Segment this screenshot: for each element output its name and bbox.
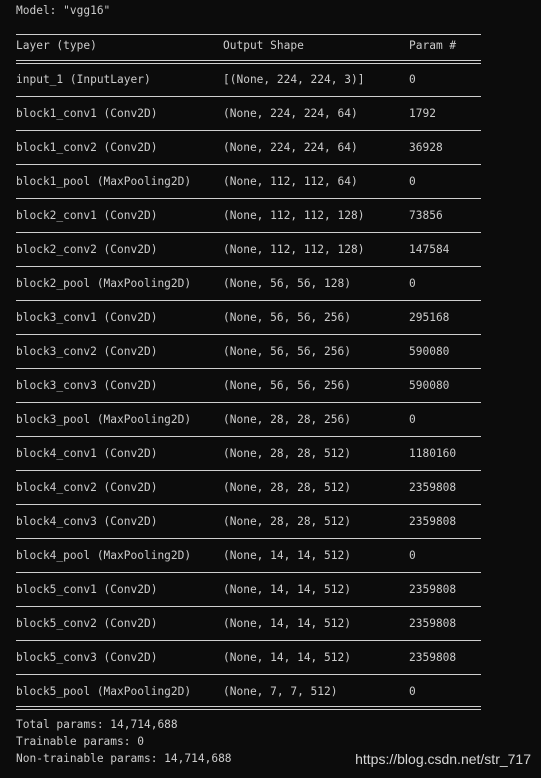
layer-name-cell: block5_conv1 (Conv2D) [16, 583, 158, 596]
layer-name-cell: input_1 (InputLayer) [16, 73, 151, 86]
table-row [0, 515, 541, 529]
header-double-rule [16, 60, 481, 64]
layer-name-cell: block3_conv1 (Conv2D) [16, 311, 158, 324]
param-count-cell: 36928 [409, 141, 443, 154]
row-separator [16, 402, 481, 403]
row-separator [16, 640, 481, 641]
table-row [0, 413, 541, 427]
param-count-cell: 2359808 [409, 651, 457, 664]
output-shape-cell: (None, 14, 14, 512) [223, 651, 351, 664]
param-count-cell: 0 [409, 685, 416, 698]
table-row [0, 243, 541, 257]
param-count-cell: 590080 [409, 345, 450, 358]
layer-name-cell: block5_conv2 (Conv2D) [16, 617, 158, 630]
output-shape-cell: (None, 56, 56, 256) [223, 345, 351, 358]
param-count-cell: 0 [409, 73, 416, 86]
row-separator [16, 674, 481, 675]
non-trainable-params: Non-trainable params: 14,714,688 [16, 752, 232, 765]
trainable-params: Trainable params: 0 [16, 735, 144, 748]
layer-name-cell: block4_conv3 (Conv2D) [16, 515, 158, 528]
header-top-rule [16, 34, 481, 35]
column-header-param: Param # [409, 39, 457, 52]
table-row [0, 447, 541, 461]
param-count-cell: 2359808 [409, 617, 457, 630]
row-separator [16, 232, 481, 233]
table-row [0, 175, 541, 189]
output-shape-cell: (None, 28, 28, 512) [223, 447, 351, 460]
table-row [0, 107, 541, 121]
table-row [0, 583, 541, 597]
row-separator [16, 368, 481, 369]
layer-name-cell: block3_conv2 (Conv2D) [16, 345, 158, 358]
param-count-cell: 0 [409, 277, 416, 290]
footer-double-rule [16, 706, 481, 710]
param-count-cell: 2359808 [409, 481, 457, 494]
param-count-cell: 73856 [409, 209, 443, 222]
output-shape-cell: [(None, 224, 224, 3)] [223, 73, 365, 86]
output-shape-cell: (None, 28, 28, 512) [223, 481, 351, 494]
row-separator [16, 334, 481, 335]
table-row [0, 277, 541, 291]
row-separator [16, 300, 481, 301]
layer-name-cell: block5_pool (MaxPooling2D) [16, 685, 192, 698]
table-row [0, 345, 541, 359]
table-row [0, 651, 541, 665]
layer-name-cell: block1_conv2 (Conv2D) [16, 141, 158, 154]
table-row [0, 311, 541, 325]
row-separator [16, 96, 481, 97]
row-separator [16, 572, 481, 573]
param-count-cell: 147584 [409, 243, 450, 256]
param-count-cell: 1792 [409, 107, 436, 120]
output-shape-cell: (None, 112, 112, 128) [223, 243, 365, 256]
row-separator [16, 164, 481, 165]
layer-name-cell: block2_pool (MaxPooling2D) [16, 277, 192, 290]
param-count-cell: 2359808 [409, 515, 457, 528]
row-separator [16, 606, 481, 607]
watermark-url: https://blog.csdn.net/str_717 [355, 751, 531, 767]
table-row [0, 73, 541, 87]
output-shape-cell: (None, 56, 56, 256) [223, 379, 351, 392]
row-separator [16, 538, 481, 539]
layer-name-cell: block4_conv2 (Conv2D) [16, 481, 158, 494]
layer-name-cell: block1_conv1 (Conv2D) [16, 107, 158, 120]
row-separator [16, 130, 481, 131]
output-shape-cell: (None, 7, 7, 512) [223, 685, 338, 698]
param-count-cell: 295168 [409, 311, 450, 324]
output-shape-cell: (None, 224, 224, 64) [223, 107, 358, 120]
row-separator [16, 504, 481, 505]
layer-name-cell: block4_pool (MaxPooling2D) [16, 549, 192, 562]
row-separator [16, 470, 481, 471]
total-params: Total params: 14,714,688 [16, 718, 178, 731]
row-separator [16, 266, 481, 267]
param-count-cell: 590080 [409, 379, 450, 392]
param-count-cell: 2359808 [409, 583, 457, 596]
table-row [0, 617, 541, 631]
table-row [0, 209, 541, 223]
output-shape-cell: (None, 14, 14, 512) [223, 617, 351, 630]
layer-name-cell: block2_conv2 (Conv2D) [16, 243, 158, 256]
layer-name-cell: block1_pool (MaxPooling2D) [16, 175, 192, 188]
table-row [0, 481, 541, 495]
output-shape-cell: (None, 112, 112, 128) [223, 209, 365, 222]
row-separator [16, 436, 481, 437]
output-shape-cell: (None, 56, 56, 256) [223, 311, 351, 324]
output-shape-cell: (None, 14, 14, 512) [223, 549, 351, 562]
output-shape-cell: (None, 56, 56, 128) [223, 277, 351, 290]
layer-name-cell: block2_conv1 (Conv2D) [16, 209, 158, 222]
layer-name-cell: block5_conv3 (Conv2D) [16, 651, 158, 664]
table-row [0, 379, 541, 393]
param-count-cell: 0 [409, 549, 416, 562]
output-shape-cell: (None, 28, 28, 512) [223, 515, 351, 528]
table-row [0, 685, 541, 699]
layer-name-cell: block3_conv3 (Conv2D) [16, 379, 158, 392]
output-shape-cell: (None, 224, 224, 64) [223, 141, 358, 154]
output-shape-cell: (None, 112, 112, 64) [223, 175, 358, 188]
param-count-cell: 0 [409, 175, 416, 188]
column-header-output-shape: Output Shape [223, 39, 304, 52]
table-row [0, 141, 541, 155]
model-name-line: Model: "vgg16" [16, 4, 111, 17]
output-shape-cell: (None, 14, 14, 512) [223, 583, 351, 596]
layer-name-cell: block4_conv1 (Conv2D) [16, 447, 158, 460]
param-count-cell: 1180160 [409, 447, 457, 460]
output-shape-cell: (None, 28, 28, 256) [223, 413, 351, 426]
param-count-cell: 0 [409, 413, 416, 426]
layer-name-cell: block3_pool (MaxPooling2D) [16, 413, 192, 426]
row-separator [16, 198, 481, 199]
table-row [0, 549, 541, 563]
column-header-layer: Layer (type) [16, 39, 97, 52]
